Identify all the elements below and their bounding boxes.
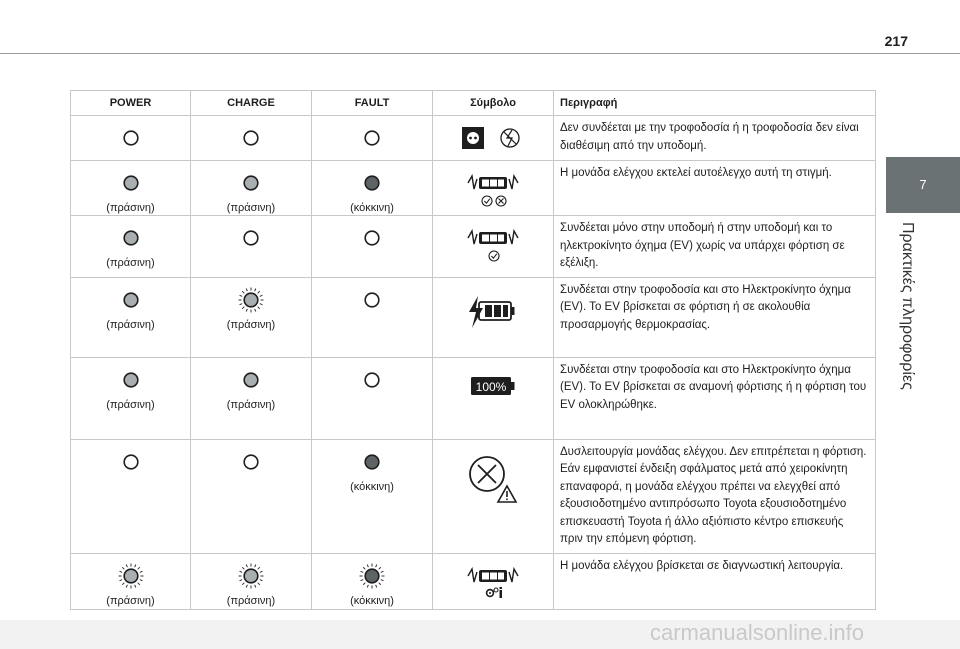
watermark: carmanualsonline.info bbox=[650, 620, 865, 645]
power-led-cell bbox=[71, 439, 191, 553]
cable-check-icon bbox=[465, 224, 521, 269]
plug-no-power-icon bbox=[458, 124, 528, 157]
led-status-table bbox=[70, 90, 876, 610]
fault-warning-icon bbox=[463, 448, 523, 515]
power-led-cell bbox=[71, 161, 191, 216]
fault-led-indicator-icon bbox=[359, 449, 385, 475]
header-charge: CHARGE bbox=[191, 91, 312, 116]
fault-led-indicator-icon bbox=[359, 367, 385, 393]
symbol-cell bbox=[433, 277, 554, 357]
charge-led-cell bbox=[191, 277, 312, 357]
description-cell: Συνδέεται στην τροφοδοσία και στο Ηλεκτροκίνητο όχημα (EV). Το EV βρίσκεται σε φόρτιση ή σε ακολουθία προσαρμογής θερμοκρασίας. bbox=[554, 277, 876, 357]
battery-charging-icon bbox=[463, 286, 523, 341]
led-color-label: (κόκκινη) bbox=[350, 202, 394, 214]
fault-led-cell bbox=[312, 439, 433, 553]
chapter-tab[interactable]: 7 bbox=[886, 157, 960, 213]
fault-led-indicator-icon bbox=[359, 225, 385, 251]
table-row bbox=[71, 161, 876, 216]
table-row bbox=[71, 357, 876, 439]
led-color-label: (πράσινη) bbox=[226, 318, 276, 331]
charge-led-cell bbox=[191, 439, 312, 553]
power-led-cell bbox=[71, 277, 191, 357]
fault-led-indicator-icon bbox=[359, 287, 385, 313]
table-row bbox=[71, 553, 876, 609]
fault-led-cell bbox=[312, 216, 433, 278]
page-number: 217 bbox=[884, 33, 908, 49]
charge-led-indicator-icon bbox=[238, 367, 264, 393]
power-led-cell bbox=[71, 553, 191, 609]
fault-led-cell bbox=[312, 357, 433, 439]
description-cell: Δυσλειτουργία μονάδας ελέγχου. Δεν επιτρέπεται η φόρτιση. Εάν εμφανιστεί ένδειξη σφάλματος μετά από χειροκίνητη επαναφορά, η μονάδα ελέγχου πρέπει να ελεγχθεί από εξουσιοδοτημένο αντιπρόσωπο Toyota εξουσιοδοτημένο επισκευαστή Toyota ή άλλο αξιόπιστο κέντρο επισκευής πριν την επόμενη φόρτιση. bbox=[554, 439, 876, 553]
header-fault: FAULT bbox=[312, 91, 433, 116]
led-color-label: (κόκκινη) bbox=[350, 480, 394, 493]
power-led-cell bbox=[71, 116, 191, 161]
fault-led-indicator-icon bbox=[359, 170, 385, 196]
symbol-cell bbox=[433, 439, 554, 553]
symbol-cell bbox=[433, 116, 554, 161]
charge-led-indicator-icon bbox=[238, 170, 264, 196]
charge-led-cell bbox=[191, 116, 312, 161]
fault-led-cell bbox=[312, 161, 433, 216]
description-cell: Συνδέεται στην τροφοδοσία και στο Ηλεκτροκίνητο όχημα (EV). Το EV βρίσκεται σε αναμονή φόρτισης ή η φόρτιση του EV ολοκληρώθηκε. bbox=[554, 357, 876, 439]
charge-led-indicator-icon bbox=[238, 225, 264, 251]
fault-led-cell bbox=[312, 116, 433, 161]
power-led-indicator-icon bbox=[118, 449, 144, 475]
cable-check-cross-icon bbox=[465, 169, 521, 214]
led-color-label: (πράσινη) bbox=[106, 398, 155, 411]
power-led-indicator-icon bbox=[118, 367, 144, 393]
table-row bbox=[71, 116, 876, 161]
battery-full-icon bbox=[463, 366, 523, 411]
fault-led-indicator-icon bbox=[359, 563, 385, 589]
power-led-cell bbox=[71, 216, 191, 278]
led-color-label: (πράσινη) bbox=[226, 398, 276, 411]
top-rule bbox=[0, 53, 960, 54]
led-color-label: (πράσινη) bbox=[106, 318, 155, 331]
led-color-label: (κόκκινη) bbox=[350, 594, 394, 607]
charge-led-cell bbox=[191, 161, 312, 216]
description-cell: Η μονάδα ελέγχου εκτελεί αυτοέλεγχο αυτή τη στιγμή. bbox=[554, 161, 876, 216]
chapter-title: Πρακτικές πληροφορίες bbox=[899, 222, 916, 390]
fault-led-cell bbox=[312, 277, 433, 357]
battery-percent-text: 100% bbox=[475, 379, 507, 394]
description-cell: Δεν συνδέεται με την τροφοδοσία ή η τροφοδοσία δεν είναι διαθέσιμη από την υποδομή. bbox=[554, 116, 876, 161]
fault-led-cell bbox=[312, 553, 433, 609]
power-led-indicator-icon bbox=[118, 563, 144, 589]
table-header-row bbox=[71, 91, 876, 116]
symbol-cell bbox=[433, 216, 554, 278]
led-color-label: (πράσινη) bbox=[106, 202, 155, 214]
table-row bbox=[71, 216, 876, 278]
description-cell: Η μονάδα ελέγχου βρίσκεται σε διαγνωστική λειτουργία. bbox=[554, 553, 876, 609]
led-color-label: (πράσινη) bbox=[106, 257, 155, 269]
table-body bbox=[71, 116, 876, 610]
power-led-indicator-icon bbox=[118, 225, 144, 251]
charge-led-indicator-icon bbox=[238, 563, 264, 589]
table-row bbox=[71, 277, 876, 357]
charge-led-indicator-icon bbox=[238, 449, 264, 475]
charge-led-cell bbox=[191, 357, 312, 439]
table-row bbox=[71, 439, 876, 553]
symbol-cell bbox=[433, 357, 554, 439]
led-color-label: (πράσινη) bbox=[106, 594, 155, 607]
header-description: Περιγραφή bbox=[554, 91, 876, 116]
description-cell: Συνδέεται μόνο στην υποδομή ή στην υποδομή και το ηλεκτροκίνητο όχημα (EV) χωρίς να υπάρχει φόρτιση σε εξέλιξη. bbox=[554, 216, 876, 278]
power-led-indicator-icon bbox=[118, 170, 144, 196]
power-led-indicator-icon bbox=[118, 125, 144, 151]
charge-led-cell bbox=[191, 553, 312, 609]
led-color-label: (πράσινη) bbox=[226, 202, 276, 214]
cable-diagnostic-icon bbox=[465, 562, 521, 607]
power-led-cell bbox=[71, 357, 191, 439]
power-led-indicator-icon bbox=[118, 287, 144, 313]
charge-led-cell bbox=[191, 216, 312, 278]
fault-led-indicator-icon bbox=[359, 125, 385, 151]
symbol-cell bbox=[433, 161, 554, 216]
led-color-label: (πράσινη) bbox=[226, 594, 276, 607]
header-power: POWER bbox=[71, 91, 191, 116]
symbol-cell bbox=[433, 553, 554, 609]
header-symbol: Σύμβολο bbox=[433, 91, 554, 116]
charge-led-indicator-icon bbox=[238, 125, 264, 151]
charge-led-indicator-icon bbox=[238, 287, 264, 313]
